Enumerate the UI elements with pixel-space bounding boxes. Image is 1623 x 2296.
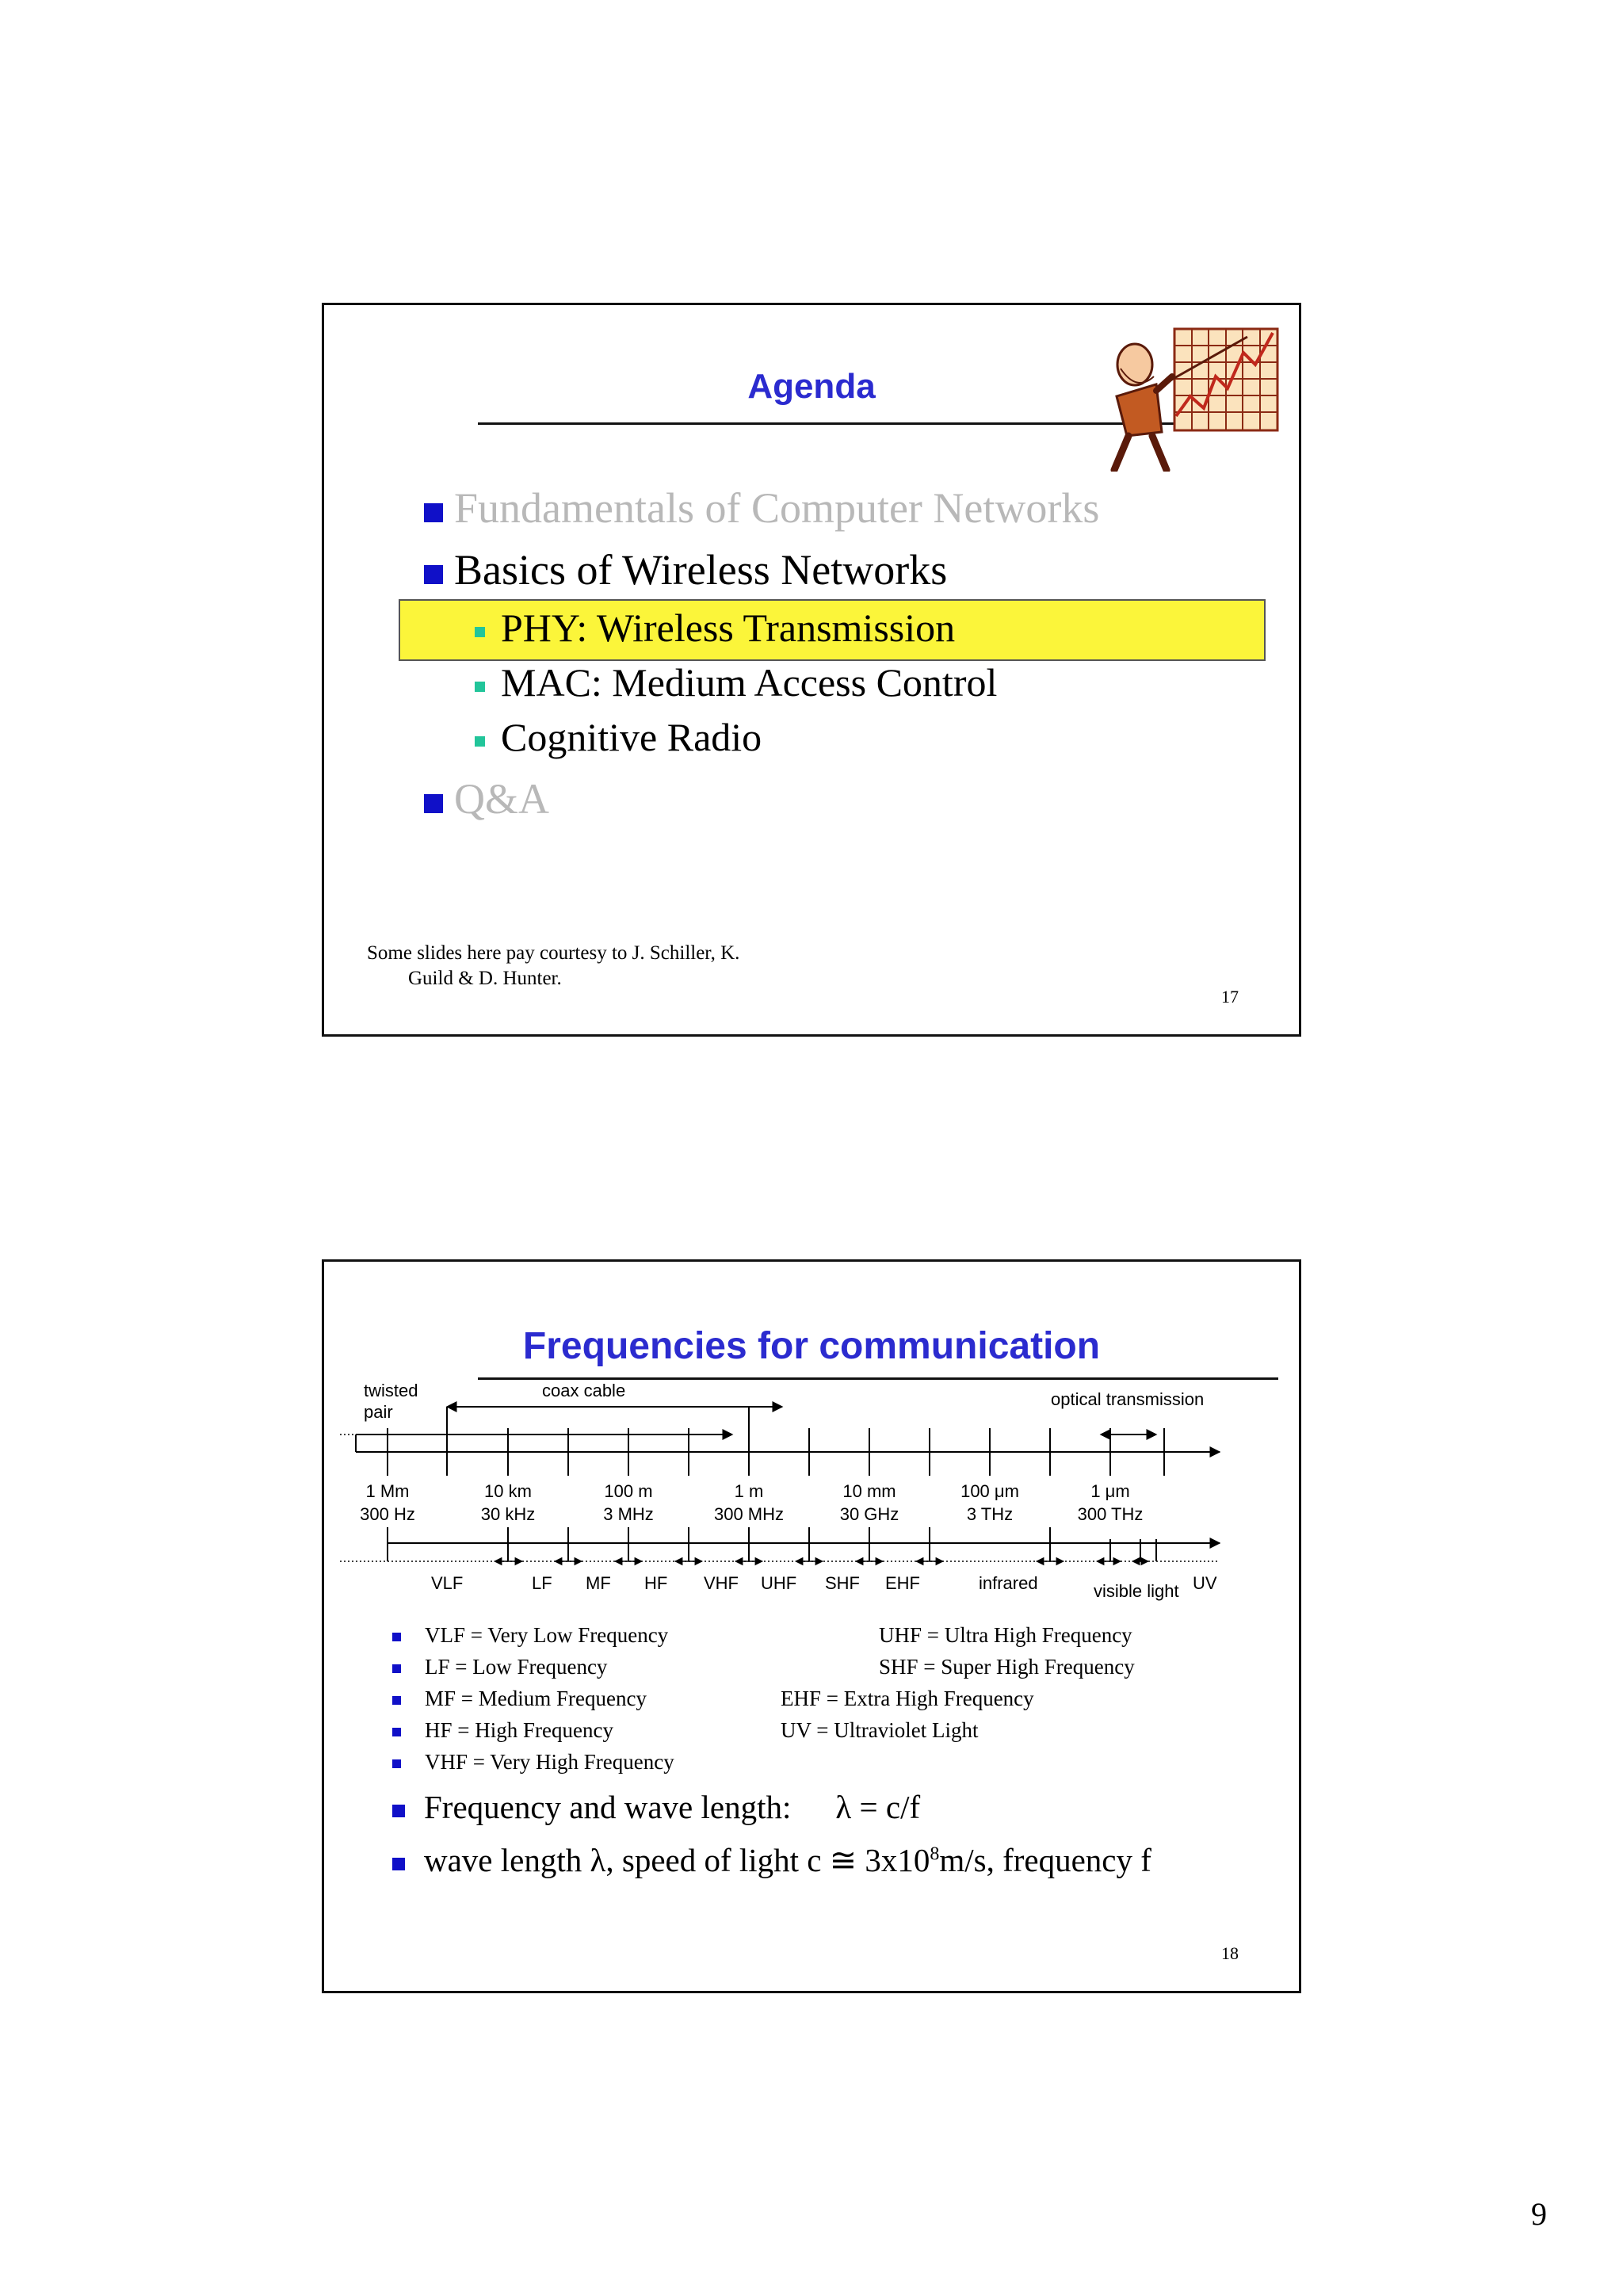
frequency-label: 3 THz xyxy=(966,1504,1014,1524)
band-label: MF xyxy=(586,1573,611,1593)
definition-item: SHF = Super High Frequency xyxy=(879,1655,1135,1679)
bullet-square-icon xyxy=(392,1759,401,1768)
slide-title: Agenda xyxy=(747,367,876,406)
wavelength-label: 10 mm xyxy=(842,1481,896,1501)
bullet-square-icon xyxy=(392,1696,401,1705)
wavelength-label: 10 km xyxy=(484,1481,532,1501)
bullet-square-icon xyxy=(424,503,443,522)
media-label-pair: pair xyxy=(364,1402,393,1422)
slide-number: 18 xyxy=(1221,1943,1239,1963)
frequency-label: 30 GHz xyxy=(839,1504,899,1524)
bullet-square-icon xyxy=(392,1633,401,1641)
frequency-spectrum-diagram xyxy=(324,1381,1299,1698)
frequency-label: 30 kHz xyxy=(480,1504,536,1524)
sub-bullet-icon xyxy=(475,736,485,747)
frequency-label: 3 MHz xyxy=(603,1504,654,1524)
agenda-subitem: Cognitive Radio xyxy=(475,714,762,760)
frequency-label: 300 MHz xyxy=(713,1504,785,1524)
definition-item: MF = Medium Frequency xyxy=(392,1687,647,1711)
formula: λ = c/f xyxy=(835,1789,921,1825)
wavelength-label: 100 m xyxy=(604,1481,653,1501)
agenda-item: Basics of Wireless Networks xyxy=(424,545,947,594)
band-label: EHF xyxy=(885,1573,920,1593)
band-label: infrared xyxy=(979,1573,1038,1593)
band-label: SHF xyxy=(825,1573,860,1593)
definition-item: LF = Low Frequency xyxy=(392,1655,607,1679)
band-label: UV xyxy=(1193,1573,1217,1593)
page-number: 9 xyxy=(1531,2196,1547,2232)
band-label: HF xyxy=(644,1573,668,1593)
band-label: VHF xyxy=(704,1573,739,1593)
agenda-item: Q&A xyxy=(424,774,549,823)
media-label-coax: coax cable xyxy=(542,1381,626,1400)
credit-line: Guild & D. Hunter. xyxy=(408,968,562,989)
bullet-square-icon xyxy=(424,565,443,584)
agenda-subitem: MAC: Medium Access Control xyxy=(475,659,997,705)
frequency-label: 300 Hz xyxy=(360,1504,415,1524)
band-label: LF xyxy=(532,1573,552,1593)
media-label-optical: optical transmission xyxy=(1051,1389,1205,1409)
media-label-twisted: twisted xyxy=(364,1381,418,1400)
sub-bullet-icon xyxy=(475,627,485,637)
definition-item: VHF = Very High Frequency xyxy=(392,1750,674,1775)
agenda-item: Fundamentals of Computer Networks xyxy=(424,483,1099,533)
title-underline xyxy=(478,1377,1278,1380)
wavelength-label: 1 m xyxy=(734,1481,764,1501)
wavelength-bullet: wave length λ, speed of light c ≅ $3x10^8m/s$, frequency f xyxy=(392,1841,1151,1879)
bullet-square-icon xyxy=(392,1858,405,1870)
definition-item: VLF = Very Low Frequency xyxy=(392,1623,668,1648)
bullet-square-icon xyxy=(392,1805,405,1817)
credit-line: Some slides here pay courtesy to J. Schiller, K. xyxy=(367,942,740,964)
presenter-pointing-at-chart-illustration xyxy=(1097,321,1287,472)
wavelength-label: 1 Mm xyxy=(365,1481,410,1501)
definition-item: UV = Ultraviolet Light xyxy=(781,1718,979,1742)
formula-bullet: Frequency and wave length: λ = c/f xyxy=(392,1788,920,1826)
bullet-square-icon xyxy=(392,1728,401,1736)
frequency-label: 300 THz xyxy=(1077,1504,1144,1524)
spectrum-lines xyxy=(324,1381,1299,1698)
sub-bullet-icon xyxy=(475,682,485,692)
bullet-square-icon xyxy=(392,1664,401,1673)
definition-item: EHF = Extra High Frequency xyxy=(781,1687,1034,1710)
slide-agenda xyxy=(322,303,1301,1037)
band-label: VLF xyxy=(431,1573,464,1593)
exponent: 8 xyxy=(930,1843,940,1865)
band-label: UHF xyxy=(761,1573,797,1593)
band-label: visible light xyxy=(1094,1581,1179,1601)
agenda-subitem: PHY: Wireless Transmission xyxy=(475,605,955,651)
slide-title: Frequencies for communication xyxy=(522,1325,1101,1367)
wavelength-label: 100 μm xyxy=(960,1481,1019,1501)
slide-frequencies xyxy=(322,1259,1301,1993)
wavelength-label: 1 μm xyxy=(1090,1481,1130,1501)
definition-item: HF = High Frequency xyxy=(392,1718,613,1743)
bullet-square-icon xyxy=(424,794,443,813)
slide-number: 17 xyxy=(1221,987,1239,1007)
definition-item: UHF = Ultra High Frequency xyxy=(879,1623,1132,1647)
